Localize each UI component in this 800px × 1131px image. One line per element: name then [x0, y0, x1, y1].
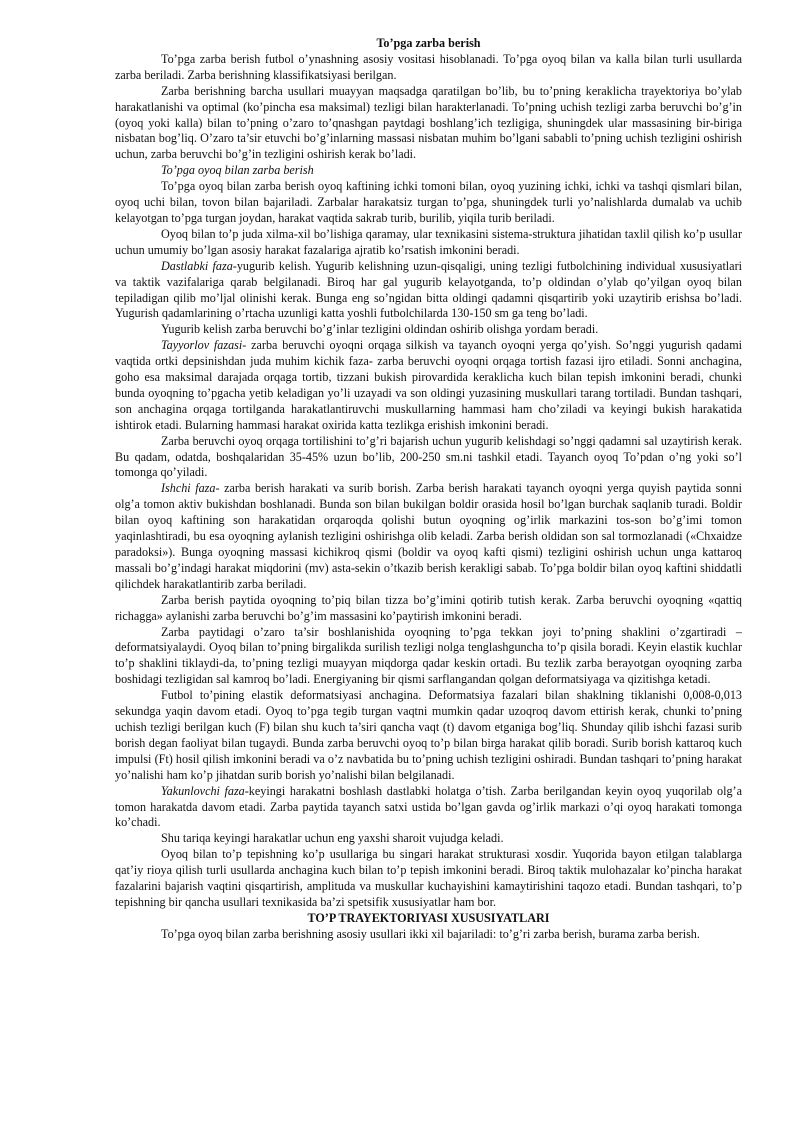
paragraph-conditions: Shu tariqa keyingi harakatlar uchun eng yaxshi sharoit vujudga keladi.: [161, 831, 504, 846]
paragraph-kick-methods: To’pga oyoq bilan zarba berish oyoq kaftining ichki tomoni bilan, oyoq yuzining ichki, ichki va tashqi qismlari bilan, oyoq uchi bilan, tovon bilan bajariladi. Zarbalar harakatsiz turgan to’pga, shuningdek turli yo’nalishlarda dumalab va uchib kelayotgan to’pga turgan joydan, harakat vaqtida sakrab turib, burilib, yiqila turib beriladi.: [115, 179, 742, 225]
paragraph-rigid-lever: Zarba berish paytida oyoqning to’piq bilan tizza bo’g’imini qotirib tutish kerak. Zarba beruvchi oyoqning «qattiq richagga» aylanishi zarba beruvchi bo’g’im massasini ko’paytirish imkonini beradi.: [115, 592, 742, 623]
paragraph-initial-phase: [115, 259, 742, 323]
paragraph-main-methods: To’pga oyoq bilan zarba berishning asosiy usullari ikki xil bajariladi: to’g’ri zarba berish, burama zarba berish.: [161, 926, 700, 941]
document-page: [115, 36, 742, 943]
paragraph-phase-analysis: Oyoq bilan to’p juda xilma-xil bo’lishiga qaramay, ular texnikasini sistema-struktura jihatidan taxlil qilish ko’p usullar uchun umumiy bo’lgan asosiy harakat fazalariga ajratib ko’rsatish imkonini beradi.: [115, 226, 742, 257]
term-initial-phase: Dastlabki faza: [161, 258, 233, 273]
paragraph-last-step: Zarba beruvchi oyoq orqaga tortilishini to’g’ri bajarish uchun yugurib kelishdagi so’nggi qadamni sal uzaytirish kerak. Bu qadam, odatda, boshqalaridan 35-45% uzun bo’lib, 200-250 sm.ni tashkil etadi. Tayanch oyoq To’pdan o’ng yoki so’l tomonga qo’yiladi.: [115, 433, 742, 480]
paragraph-ball-speed: Zarba berishning barcha usullari muayyan maqsadga qaratilgan bo’lib, bu to’pning keraklicha trayektoriya bo’ylab harakatlanishi va optimal (ko’pincha esa maksimal) tezligi bilan harakterlanadi. To’pning uchish tezligi zarba beruvchi bo’g’in (oyoq yoki kalla) bilan to’pning o’zaro to’qnashgan paytdagi boshlang’ich tezligiga, shuningdek ular massasining bir-biriga nisbatan bog’liq. O’zaro ta’sir etuvchi bo’g’inlarning massasi nisbatan muhim bo’lgani sababli to’pning uchish tezligini oshirish uchun, zarba beruvchi bo’g’in tezligini oshirish kerak bo’ladi.: [115, 83, 742, 162]
paragraph-deformation: Zarba paytidagi o’zaro ta’sir boshlanishida oyoqning to’pga tekkan joyi to’pning shaklini o’zgartiradi – deformatsiyalaydi. Oyoq bilan to’pning birgalikda surilish tezligi nolga tenglashguncha to’p qisila boradi. Keyin elastik kuchlar to’p shaklini tiklaydi-da, to’pning tezligi muayyan miqdorga qadar keskin ortadi. Bu tezlik zarba berayotgan oyoqning zarba boshidagi tezligidan sal kamroq bo’ladi. Energiyaning bir qismi sarflangandan qolgan deformatsiyaga va qizitishga ketadi.: [115, 624, 742, 687]
term-preparatory-phase: Tayyorlov fazasi: [161, 338, 243, 353]
paragraph-structure: Oyoq bilan to’p tepishning ko’p usullariga bu singari harakat strukturasi xosdir. Yuqorida bayon etilgan talablarga qat’iy rioya qilish turli usullarda anchagina kuch bilan to’p tepish imkonini beradi. Biroq taktik mulohazalar ko’pincha harakat fazalarini bajarish vaqtini qisqartirish, amplituda va muskullar kuchayishini kamaytirishini taqozo etadi. Bundan tashqari, to’p tepishning bir qancha usullari texnikasida ba’zi spetsifik xususiyatlar ham bor.: [115, 847, 742, 909]
paragraph-working-phase-text: - zarba berish harakati va surib borish. Zarba berish harakati tayanch oyoqni yerga quyish paytida sonni olg’a tomon aktiv bukishdan boshlanadi. Bunda son bilan bukilgan boldir orasida hosil bo’lgan burchak saqlanib turadi. Boldir bilan oyoq kaftining son harakatidan orqaroqda qolishi butun oyoqning og’irlik markazini tos-son bo’g’imi tomon yaqinlashtiradi, bu esa oyoqning aylanish tezligini oshirishga olib keladi. Zarba berish oldidan son sal tormozlanadi («Chxaidze paradoksi»). Bunga oyoqning massasi kichikroq qismi (boldir va oyoq kafti qismi) tezligini oshirish uchun unga kattaroq massali bo’g’indagi harakat miqdorini (mv) asta-sekin o’tkazib berish kerakligi sabab. To’pga boldir bilan oyoq kaftini shiddatli qilichdek harakatlantirib zarba beriladi.: [115, 481, 742, 591]
paragraph-final-phase-text: -keyingi harakatni boshlash dastlabki holatga o’tish. Zarba berilgandan keyin oyoq yuqorilab olg’a tomon harakatda davom etadi. Zarba paytida tayanch satxi ustida bo’lgan gavda og’irlik markazi o’qi oyoq harakati tomonga ko’chadi.: [115, 783, 742, 830]
paragraph-elastic-deformation: Futbol to’pining elastik deformatsiyasi anchagina. Deformatsiya fazalari bilan shaklning tiklanishi 0,008-0,013 sekundga yaqin davom etadi. Oyoq to’pga tegib turgan vaqtni mumkin qadar uzoqroq davom ettirish kerak, chunki to’pning uchish tezligi berilgan kuch (F) bilan shu kuch ta’siri qancha vaqt (t) davom etganiga bog’liq. Shunday qilib ishchi fazasi surib borish degan faoliyat bilan tugaydi. Bunda zarba beruvchi oyoq to’p bilan birga harakat qilib boradi. Surib borish kattaroq kuch impulsi (Ft) hosil qilish imkonini beradi va o’z navbatida bu to’pning uchish tezligini oshiradi. Bundan tashqari to’pning harakat yo’nalishi ham ko’p jihatdan surib borish yo’nalishi bilan belgilanadi.: [115, 688, 742, 782]
paragraph-run-up: Yugurib kelish zarba beruvchi bo’g’inlar tezligini oldindan oshirib olishga yordam beradi.: [161, 322, 599, 337]
paragraph-working-phase: [115, 481, 742, 592]
paragraph-preparatory-phase: [115, 338, 742, 433]
subheading-foot-kick: To’pga oyoq bilan zarba berish: [161, 163, 314, 178]
document-title: To’pga zarba berish: [376, 36, 481, 50]
paragraph-intro: To’pga zarba berish futbol o’ynashning asosiy vositasi hisoblanadi. To’pga oyoq bilan va kalla bilan turli usullarda zarba beriladi. Zarba berishning klassifikatsiyasi berilgan.: [115, 51, 742, 82]
term-final-phase: Yakunlovchi faza: [161, 783, 245, 798]
paragraph-initial-phase-text: -yugurib kelish. Yugurib kelishning uzun-qisqaligi, uning tezligi futbolchining individual xususiyatlari va taktik vazifalariga qarab belgilanadi. Biroq har gal yugurib kelayotganda, to’p oldindan o’ylab qo’yilgan oyoq bilan tepiladigan qilib mo’ljal olinishi kerak. Bunga eng so’ngidan bitta oldingi qadamni qisqartirib yoki uzaytirib erishsa bo’ladi. Yugurish qadamlarining o’rtacha uzunligi katta yoshli futbolchilarda 130-150 sm ga teng bo’ladi.: [115, 258, 742, 321]
section-title-trajectory: TO’P TRAYEKTORIYASI XUSUSIYATLARI: [307, 910, 550, 925]
paragraph-final-phase: [115, 784, 742, 832]
term-working-phase: Ishchi faza: [161, 481, 216, 496]
paragraph-preparatory-phase-text: - zarba beruvchi oyoqni orqaga silkish va tayanch oyoqni yerga qo’yish. So’nggi yugurish qadami vaqtida ortki depsinishdan juda muhim kichik faza- zarba beruvchi oyoqni orqaga tortish fazasi ijro etiladi. Sonni anchagina, goho esa maksimal darajada orqaga tortib, tizzani bukish pirovardida keraklicha kuch bilan tepish imkonini beradi, chunki bunda oyoqning to’pgacha yetib keladigan yo’li uzayadi va son oldingi yuzasining muskullari tarang tortiladi. Bundan tashqari, son anchagina orqaga tortilganda harakatlantiruvchi muskullarning hammasi ham cho’ziladi va keyingi bukish harakatida ishtirok etadi. Bularning hammasi harakat oxirida katta tezlikga erishish imkonini beradi.: [115, 338, 743, 432]
